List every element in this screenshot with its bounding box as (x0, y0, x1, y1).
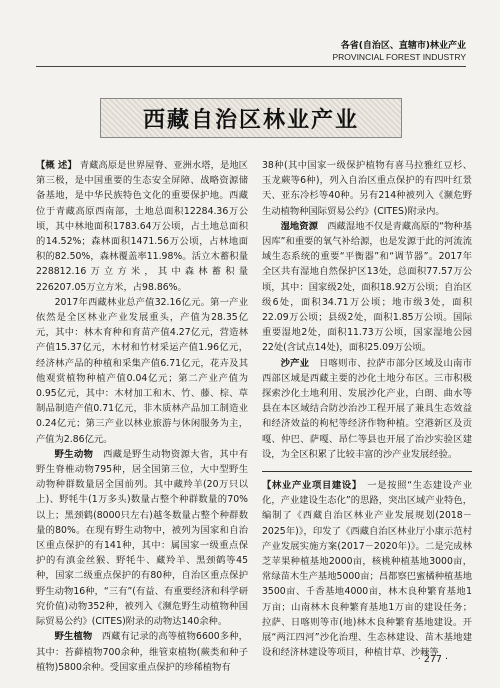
sand-text: 日喀则市、拉萨市部分区域及山南市西部区域是西藏主要的沙化土地分布区。三市积极探索沙化土地利用、发展沙化产业，白朗、曲水等县在本区域结合防沙治沙工程开展了兼具生态效益和经济效益的枸杞等经济作物种植。空港新区及贡嘎、仲巴、萨嘎、昂仁等县也开展了治沙实验区建设，为全区积累了比较丰富的沙产业发展经验。 (262, 357, 472, 460)
overview-paragraph (36, 158, 248, 295)
plant-paragraph (36, 629, 248, 675)
wildlife-heading: 野生动物 (54, 448, 94, 460)
plant-continued-paragraph: 38种(其中国家一级保护植物有喜马拉雅红豆杉、玉龙蕨等6种)，列入自治区重点保护的有四叶红景天、亚东冷杉等40种。另有214种被列入《濒危野生动植物种国际贸易公约》(CITES)附录内。 (262, 160, 472, 217)
wildlife-text: 西藏是野生动物资源大省，其中有野生脊椎动物795种，居全国第三位，大中型野生动物种群数量居全国前列。其中藏羚羊(20万只以上)、野牦牛(1万多头)数量占整个种群数量的70%以上；黑颈鹤(8000只左右)越冬数量占整个种群数量的80%。在现有野生动物中，被列为国家和自治区重点保护的有141种，其中：属国家一级重点保护的有滇金丝猴、野牦牛、藏羚羊、黑颈鹤等45种，国家二级重点保护的有80种，自治区重点保护野生动物16种，“三有”(有益、有重要经济和科学研究价值)动物352种，被列入《濒危野生动植物种国际贸易公约》(CITES)附录的动物达140余种。 (36, 448, 248, 628)
project-text: 一是按照“生态建设产业化，产业建设生态化”的思路，突出区域产业特色，编制了《西藏自治区林业产业发展规划(2018－2025年)》，印发了《西藏自治区林业厅小康示范村产业发展实施方案(2017－2020年)》。二是完成林芝苹果种植基地2000亩，核桃种植基地3000亩，常绿苗木生产基地5000亩；昌都察巴蜜橘种植基地3500亩、千香基地4000亩，林木良种繁育基地1万亩；山南林木良种繁育基地1万亩的建设任务；拉萨、日喀则等市(地)林木良种繁育基地建设。开展“两江四河”沙化治理、生态林建设、苗木基地建设和经济林建设等项目，种植甘草、沙棘等 (262, 480, 472, 659)
project-paragraph (262, 478, 472, 660)
page-title: 西藏自治区林业产业 (142, 107, 359, 133)
title-banner (100, 98, 402, 138)
project-section (262, 471, 472, 660)
overview-heading: 【概 述】 (36, 160, 77, 171)
wetland-heading: 湿地资源 (280, 220, 318, 232)
plant-text: 西藏有记录的高等植物6600多种，其中：苔藓植物700余种，维管束植物(蕨类和种子植物)5800余种。受国家重点保护的珍稀植物有 (36, 631, 248, 673)
plant-heading: 野生植物 (54, 631, 93, 643)
wildlife-paragraph (36, 447, 248, 629)
header-rule (36, 66, 466, 67)
overview-text: 青藏高原是世界屋脊、亚洲水塔，是地区第三极，是中国重要的生态安全屏障、战略资源储备基地，是中华民族特色文化的重要保护地。西藏位于青藏高原西南部，土地总面积12284.36万公顷，其中林地面积1783.64万公顷，占土地总面积的14.52%；森林面积1471.56万公顷，占林地面积的82.50%，森林覆盖率11.98%。活立木蓄积量228812.16万立方米，其中森林蓄积量226207.05万立方米，占98.86%。 (36, 160, 248, 293)
running-header-category: 各省(自治区、直辖市)林业产业 (340, 41, 466, 51)
sand-paragraph (262, 356, 472, 462)
running-header-english: PROVINCIAL FOREST INDUSTRY (332, 52, 466, 62)
sand-heading: 沙产业 (280, 357, 310, 369)
wetland-text: 西藏湿地不仅是青藏高原的“物种基因库”和重要的氧气补给源，也是发源于此的河流流域生态系统的重要“平衡器”和“调节器”。2017年全区共有湿地自然保护区13处，总面积77.57万公顷，其中：国家级2处，面积18.92万公顷；自治区级6处，面积34.71万公顷；地市级3处，面积22.09万公顷；县级2处，面积1.85万公顷。国际重要湿地2处，面积11.73万公顷，国家湿地公园22处(含试点14处)，面积25.09万公顷。 (262, 220, 472, 354)
left-column (36, 158, 248, 675)
project-heading: 【林业产业项目建设】 (262, 480, 358, 492)
right-column (262, 158, 472, 661)
wetland-paragraph (262, 219, 472, 356)
output-paragraph: 2017年西藏林业总产值32.16亿元。第一产业依然是全区林业产业发展重头，产值为28.35亿元，其中：林木育种和育苗产值4.27亿元，营造林产值15.37亿元，木材和竹材采运产值1.96亿元，经济林产品的种植和采集产值6.71亿元，花卉及其他观赏植物种植产值0.04亿元；第二产业产值为0.95亿元，其中：木材加工和木、竹、藤、棕、草制品制造产值0.71亿元，非木质林产品加工制造业0.24亿元；第三产业以林业旅游与休闲服务为主，产值为2.86亿元。 (36, 296, 248, 445)
page-number: · 277 · (417, 654, 448, 665)
